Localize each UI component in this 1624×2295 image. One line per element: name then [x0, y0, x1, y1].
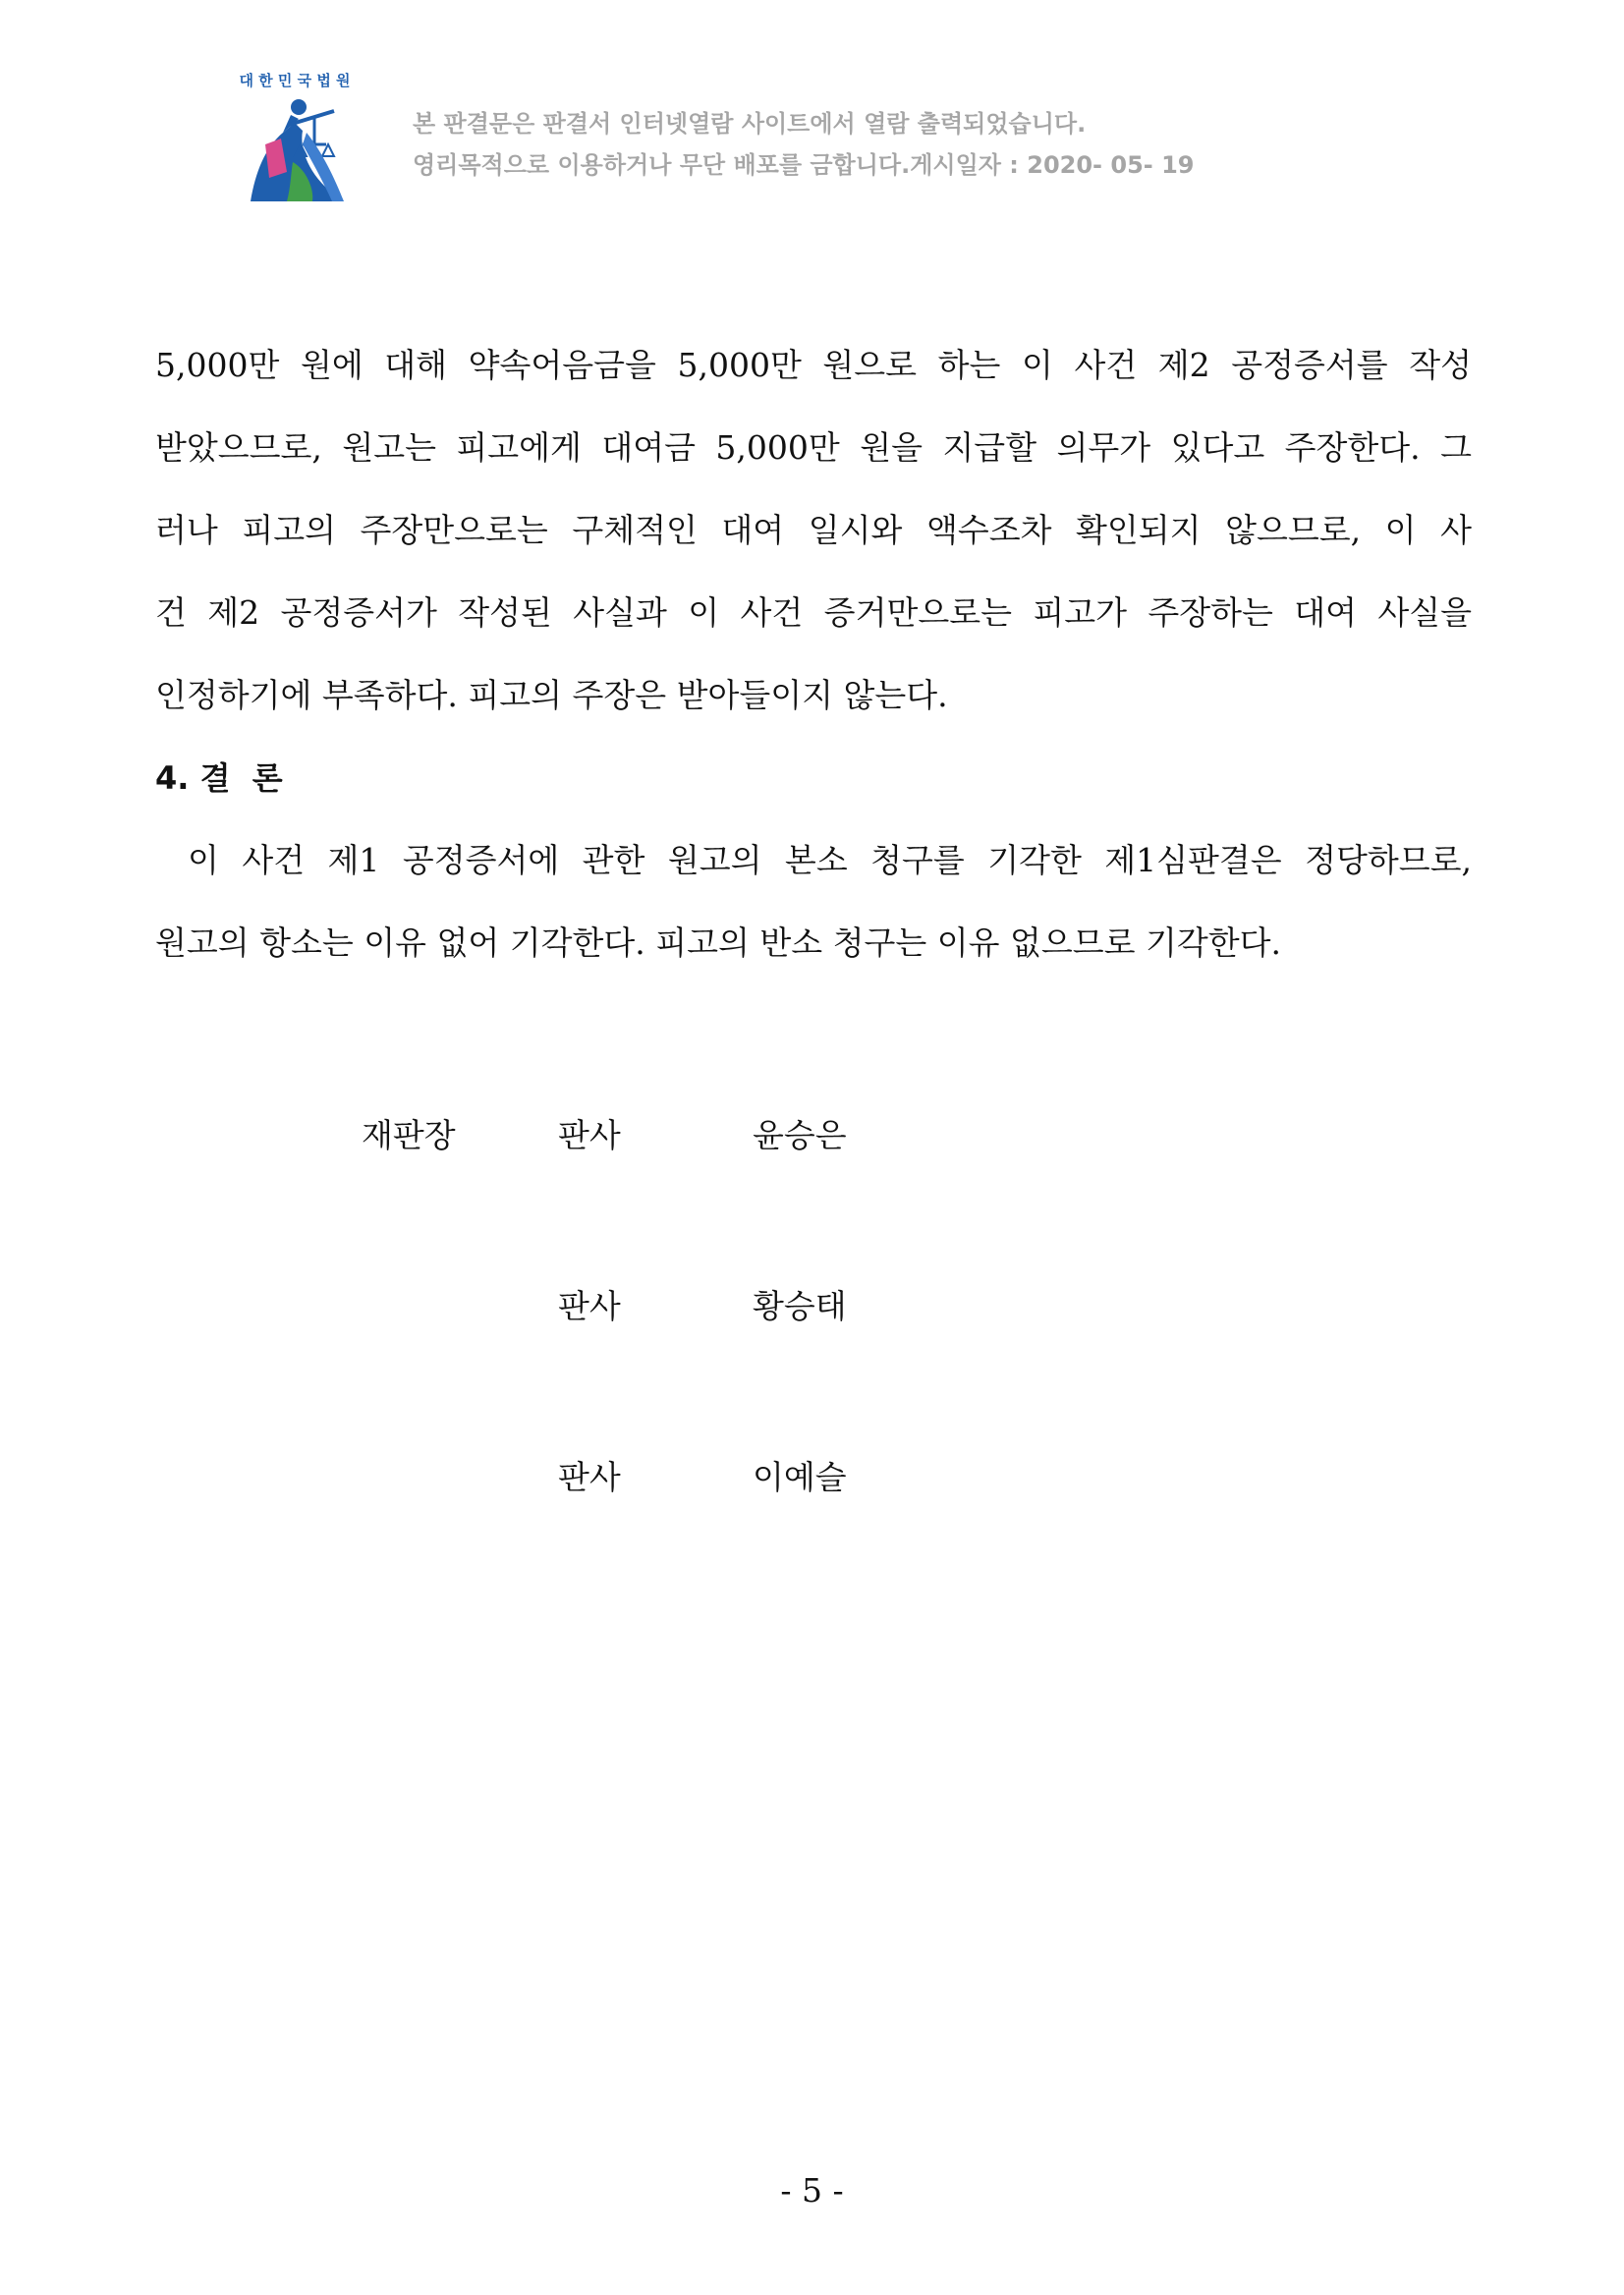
usage-notice [413, 103, 1195, 186]
body-line: 원고의 항소는 이유 없어 기각한다. 피고의 반소 청구는 이유 없으므로 기각한다. [155, 924, 1281, 962]
section-heading: 4. 결 론 [155, 759, 283, 797]
svg-text:대 한 민 국 법 원: 대 한 민 국 법 원 [239, 72, 351, 89]
judge-title: 판사 [558, 1287, 621, 1325]
court-logo-icon [196, 54, 393, 221]
notice-line-1: 본 판결문은 판결서 인터넷열람 사이트에서 열람 출력되었습니다. [413, 110, 1087, 138]
signature-row [362, 1110, 1049, 1281]
judge-name: 이예슬 [753, 1458, 847, 1496]
signature-row [362, 1281, 1049, 1452]
body-line: 받았으므로, 원고는 피고에게 대여금 5,000만 원을 지급할 의무가 있다고 주장한다. 그 [155, 428, 1472, 467]
notice-line-2: 영리목적으로 이용하거나 무단 배포를 금합니다.게시일자 : 2020- 05- 19 [413, 151, 1195, 179]
page-header [196, 54, 1277, 221]
presiding-judge-label: 재판장 [362, 1116, 456, 1154]
judge-signatures [362, 1110, 1049, 1623]
page-number: - 5 - [780, 2171, 844, 2210]
signature-row [362, 1452, 1049, 1623]
judgment-body [155, 324, 1472, 984]
body-line: 이 사건 제1 공정증서에 관한 원고의 본소 청구를 기각한 제1심판결은 정당하므로, [188, 841, 1472, 879]
judge-title: 판사 [558, 1116, 621, 1154]
judge-name: 황승태 [753, 1287, 847, 1325]
body-line: 러나 피고의 주장만으로는 구체적인 대여 일시와 액수조차 확인되지 않으므로, 이 사 [155, 511, 1472, 549]
judge-name: 윤승은 [753, 1116, 847, 1154]
body-line: 건 제2 공정증서가 작성된 사실과 이 사건 증거만으로는 피고가 주장하는 대여 사실을 [155, 593, 1473, 632]
body-line: 5,000만 원에 대해 약속어음금을 5,000만 원으로 하는 이 사건 제2 공정증서를 작성 [155, 346, 1472, 384]
judge-title: 판사 [558, 1458, 621, 1496]
body-line: 인정하기에 부족하다. 피고의 주장은 받아들이지 않는다. [155, 676, 948, 714]
